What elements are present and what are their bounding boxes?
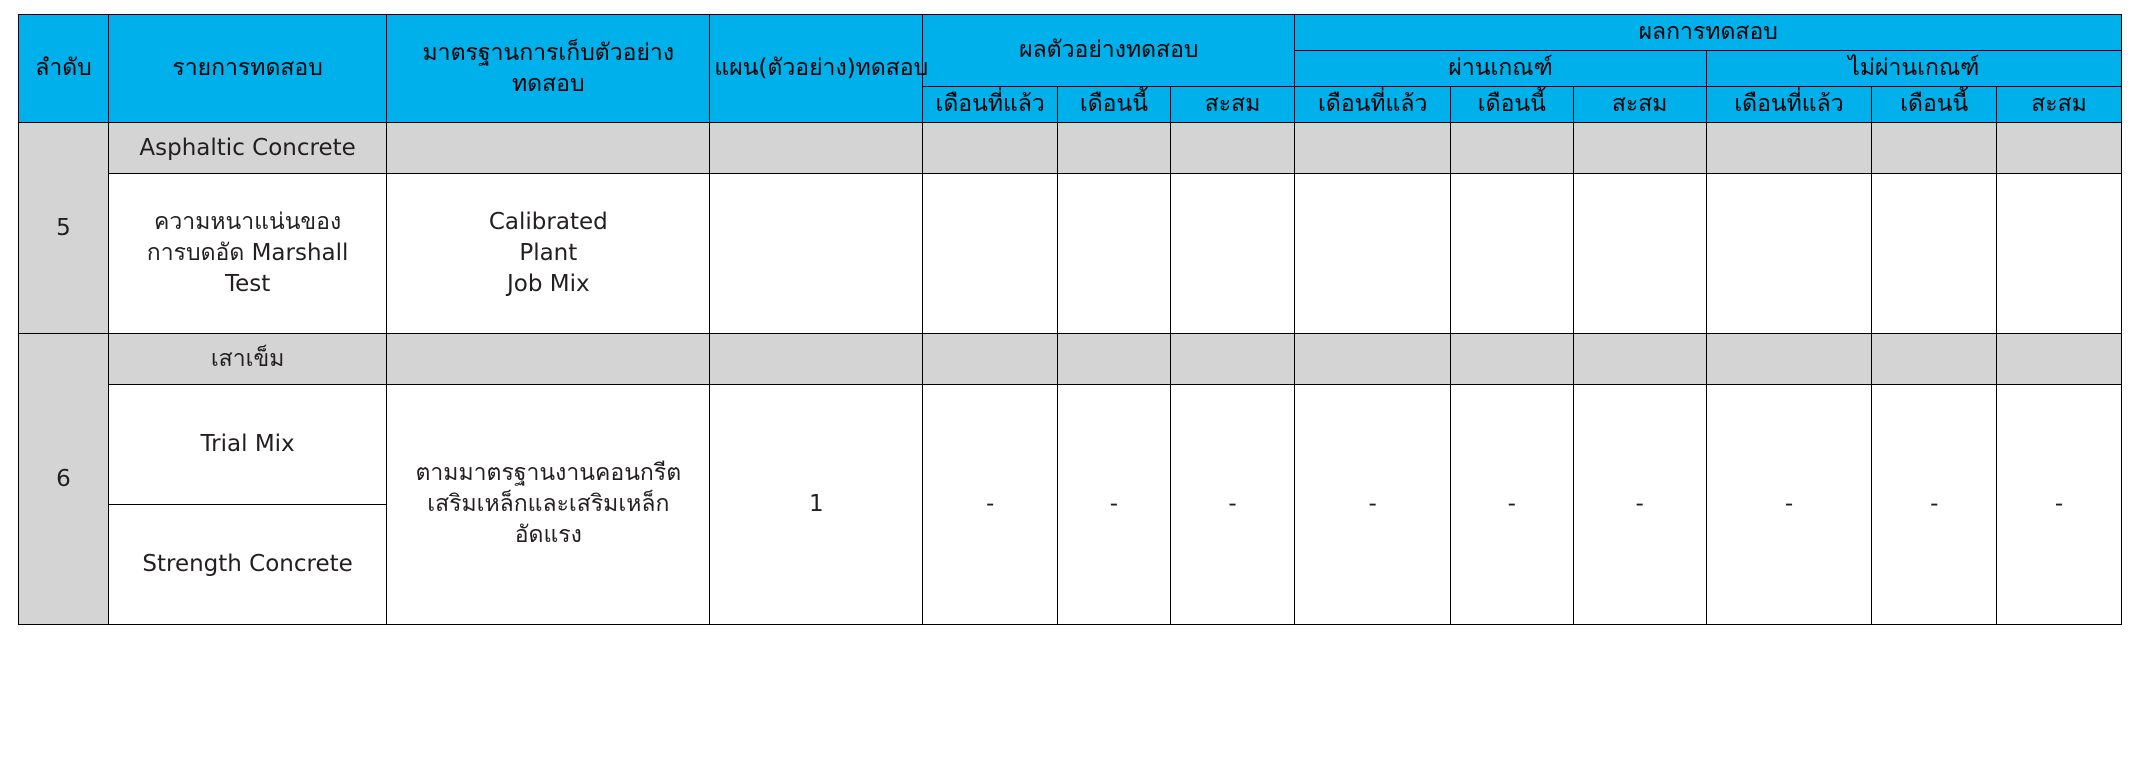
test-item-line-1: ความหนาแน่นของ [153, 209, 342, 236]
test-item-strength-concrete: Strength Concrete [109, 505, 387, 625]
test-item-line-3: Test [224, 271, 271, 298]
header-sampling-standard: มาตรฐานการเก็บตัวอย่างทดสอบ [387, 15, 710, 123]
group-sample-last-month-cell [923, 334, 1058, 385]
header-sample-this-month: เดือนนี้ [1058, 87, 1171, 123]
group-standard-cell [387, 334, 710, 385]
pass-last-month-cell: - [1295, 385, 1450, 625]
table-row [19, 334, 2122, 385]
standard-calibrated-plant-jobmix [387, 174, 710, 334]
group-pass-cumulative-cell [1573, 334, 1706, 385]
standard-line-3: อัดแรง [514, 522, 582, 549]
plan-cell: 1 [710, 385, 923, 625]
fail-last-month-cell: - [1706, 385, 1872, 625]
pass-this-month-cell [1450, 174, 1573, 334]
group-sample-this-month-cell [1058, 123, 1171, 174]
pass-last-month-cell [1295, 174, 1450, 334]
standard-line-2: เสริมเหล็กและเสริมเหล็ก [427, 491, 670, 518]
fail-this-month-cell: - [1872, 385, 1997, 625]
table-body [19, 123, 2122, 625]
group-plan-cell [710, 334, 923, 385]
sample-last-month-cell [923, 174, 1058, 334]
header-pass-cumulative: สะสม [1573, 87, 1706, 123]
group-fail-cumulative-cell [1997, 334, 2122, 385]
test-item-line-2: การบดอัด Marshall [146, 240, 349, 267]
header-test-results: ผลการทดสอบ [1295, 15, 2122, 51]
group-pass-this-month-cell [1450, 334, 1573, 385]
header-row-1 [19, 15, 2122, 51]
header-sample-results: ผลตัวอย่างทดสอบ [923, 15, 1295, 87]
header-fail-cumulative: สะสม [1997, 87, 2122, 123]
header-fail-this-month: เดือนนี้ [1872, 87, 1997, 123]
group-pass-cumulative-cell [1573, 123, 1706, 174]
header-pass-this-month: เดือนนี้ [1450, 87, 1573, 123]
header-fail-last-month: เดือนที่แล้ว [1706, 87, 1872, 123]
header-passed: ผ่านเกณฑ์ [1295, 51, 1706, 87]
group-sample-this-month-cell [1058, 334, 1171, 385]
pass-cumulative-cell [1573, 174, 1706, 334]
group-fail-last-month-cell [1706, 334, 1872, 385]
header-sample-cumulative: สะสม [1170, 87, 1295, 123]
sample-this-month-cell: - [1058, 385, 1171, 625]
table-row [19, 174, 2122, 334]
group-pass-last-month-cell [1295, 334, 1450, 385]
sample-last-month-cell: - [923, 385, 1058, 625]
fail-cumulative-cell: - [1997, 385, 2122, 625]
fail-this-month-cell [1872, 174, 1997, 334]
group-plan-cell [710, 123, 923, 174]
group-fail-cumulative-cell [1997, 123, 2122, 174]
sample-cumulative-cell: - [1170, 385, 1295, 625]
pass-cumulative-cell: - [1573, 385, 1706, 625]
standard-line-2: Plant [519, 240, 578, 267]
table-row [19, 123, 2122, 174]
row-order-5: 5 [19, 123, 109, 334]
test-item-marshall [109, 174, 387, 334]
header-failed: ไม่ผ่านเกณฑ์ [1706, 51, 2121, 87]
header-pass-last-month: เดือนที่แล้ว [1295, 87, 1450, 123]
plan-cell [710, 174, 923, 334]
group-fail-this-month-cell [1872, 123, 1997, 174]
group-sample-last-month-cell [923, 123, 1058, 174]
fail-cumulative-cell [1997, 174, 2122, 334]
fail-last-month-cell [1706, 174, 1872, 334]
group-pass-this-month-cell [1450, 123, 1573, 174]
table-row [19, 385, 2122, 505]
sample-cumulative-cell [1170, 174, 1295, 334]
pass-this-month-cell: - [1450, 385, 1573, 625]
group-fail-this-month-cell [1872, 334, 1997, 385]
standard-line-1: ตามมาตรฐานงานคอนกรีต [415, 460, 682, 487]
header-order: ลำดับ [19, 15, 109, 123]
header-plan: แผน(ตัวอย่าง)ทดสอบ [710, 15, 923, 123]
group-fail-last-month-cell [1706, 123, 1872, 174]
standard-line-1: Calibrated [488, 209, 608, 236]
test-results-table [18, 14, 2122, 625]
test-item-trial-mix: Trial Mix [109, 385, 387, 505]
table-header [19, 15, 2122, 123]
standard-concrete-spec [387, 385, 710, 625]
group-label-asphaltic-concrete: Asphaltic Concrete [109, 123, 387, 174]
group-sample-cumulative-cell [1170, 334, 1295, 385]
header-sample-last-month: เดือนที่แล้ว [923, 87, 1058, 123]
row-order-6: 6 [19, 334, 109, 625]
group-standard-cell [387, 123, 710, 174]
group-pass-last-month-cell [1295, 123, 1450, 174]
group-label-pile: เสาเข็ม [109, 334, 387, 385]
sample-this-month-cell [1058, 174, 1171, 334]
standard-line-3: Job Mix [506, 271, 590, 298]
header-test-item: รายการทดสอบ [109, 15, 387, 123]
group-sample-cumulative-cell [1170, 123, 1295, 174]
